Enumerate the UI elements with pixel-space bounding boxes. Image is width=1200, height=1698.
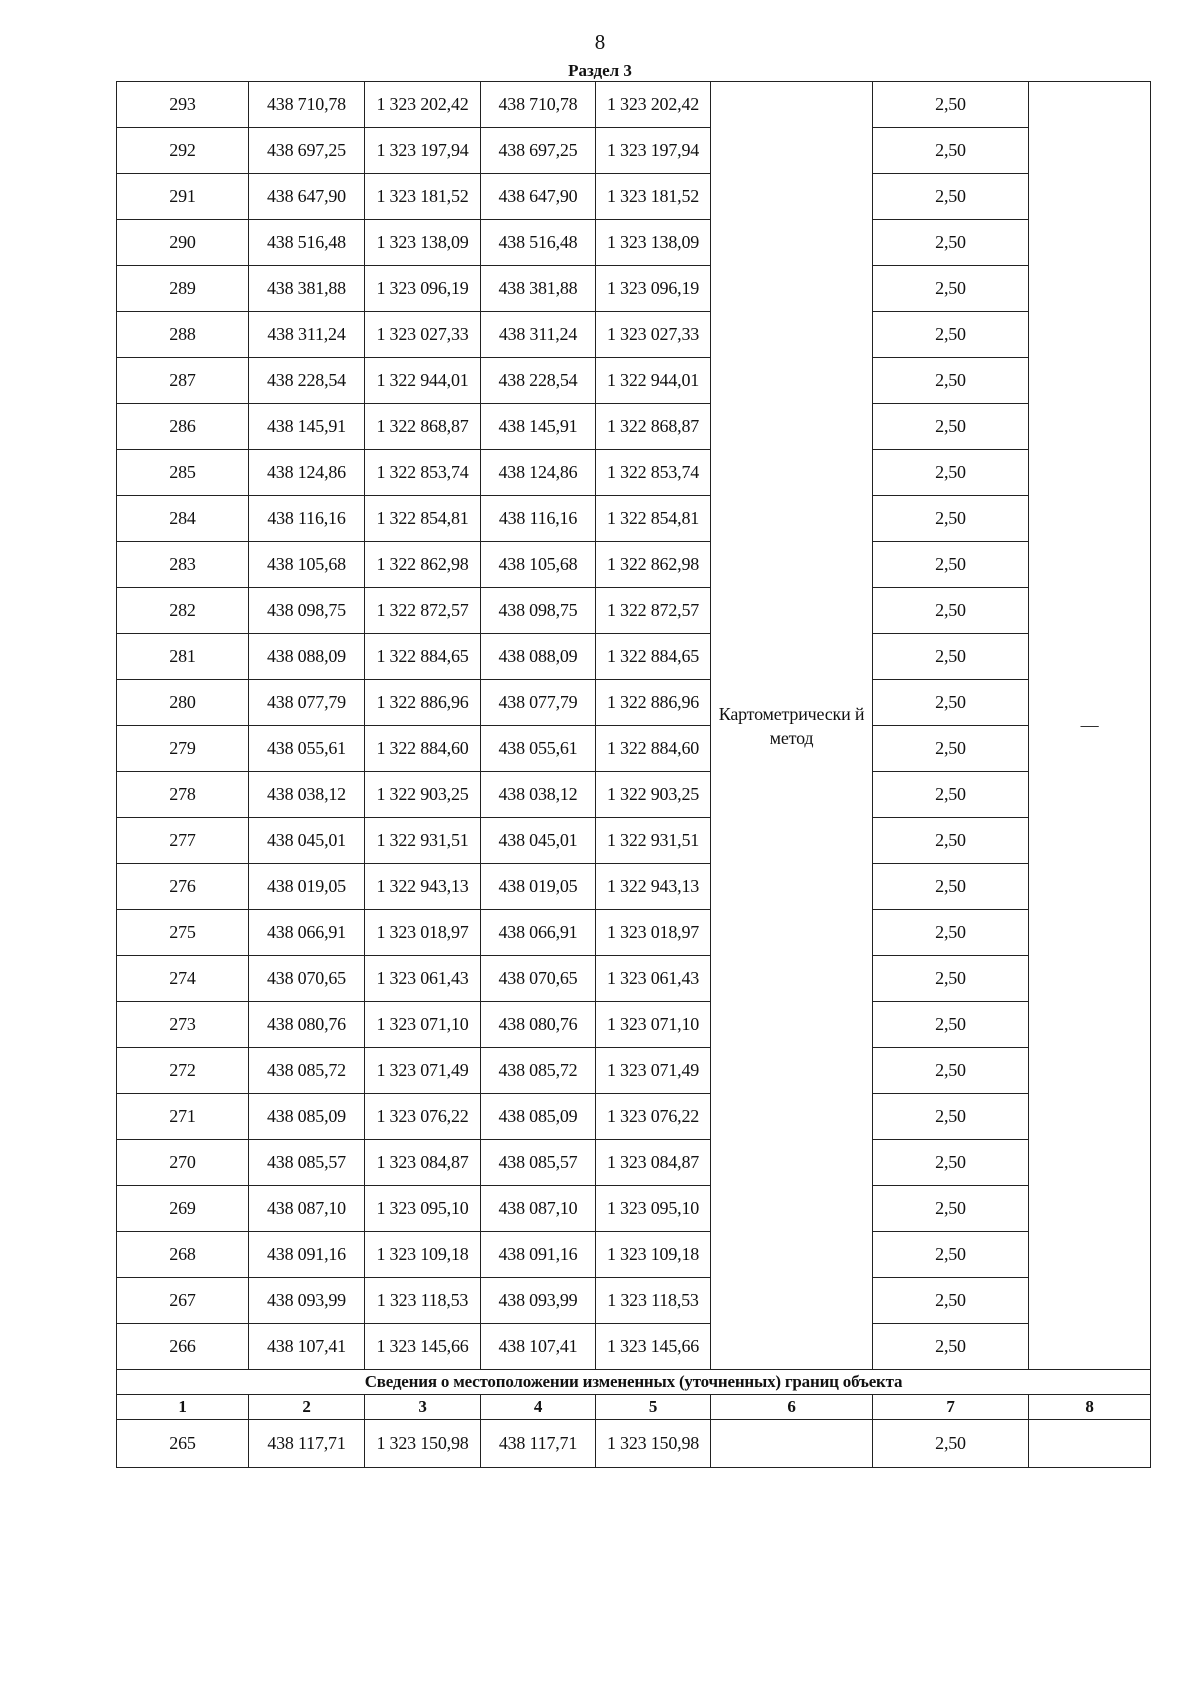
x-new-cell: 438 228,54 — [481, 358, 596, 404]
accuracy-cell: 2,50 — [873, 1048, 1029, 1094]
accuracy-cell: 2,50 — [873, 312, 1029, 358]
x-new-cell: 438 038,12 — [481, 772, 596, 818]
table-row — [117, 634, 1151, 680]
point-number-cell: 267 — [117, 1278, 249, 1324]
y-new-cell: 1 322 944,01 — [596, 358, 711, 404]
tail-cell: 265 — [117, 1420, 249, 1468]
table-row — [117, 220, 1151, 266]
table-row — [117, 358, 1151, 404]
y-existing-cell: 1 322 943,13 — [365, 864, 481, 910]
x-new-cell: 438 098,75 — [481, 588, 596, 634]
x-existing-cell: 438 145,91 — [249, 404, 365, 450]
x-new-cell: 438 070,65 — [481, 956, 596, 1002]
y-new-cell: 1 323 084,87 — [596, 1140, 711, 1186]
column-number-cell: 7 — [873, 1395, 1029, 1420]
accuracy-cell: 2,50 — [873, 726, 1029, 772]
y-existing-cell: 1 323 071,49 — [365, 1048, 481, 1094]
table-row — [117, 1324, 1151, 1370]
table-row — [117, 1140, 1151, 1186]
x-new-cell: 438 710,78 — [481, 82, 596, 128]
column-number-cell: 3 — [365, 1395, 481, 1420]
table-row — [117, 496, 1151, 542]
accuracy-cell: 2,50 — [873, 1002, 1029, 1048]
x-new-cell: 438 091,16 — [481, 1232, 596, 1278]
table-row — [117, 726, 1151, 772]
table-row — [117, 864, 1151, 910]
x-existing-cell: 438 124,86 — [249, 450, 365, 496]
subsection-row — [117, 1370, 1151, 1395]
accuracy-cell: 2,50 — [873, 266, 1029, 312]
point-number-cell: 269 — [117, 1186, 249, 1232]
x-existing-cell: 438 516,48 — [249, 220, 365, 266]
x-existing-cell: 438 088,09 — [249, 634, 365, 680]
x-new-cell: 438 066,91 — [481, 910, 596, 956]
table-row — [117, 82, 1151, 128]
accuracy-cell: 2,50 — [873, 404, 1029, 450]
point-number-cell: 291 — [117, 174, 249, 220]
y-new-cell: 1 323 118,53 — [596, 1278, 711, 1324]
y-new-cell: 1 322 853,74 — [596, 450, 711, 496]
x-existing-cell: 438 710,78 — [249, 82, 365, 128]
x-existing-cell: 438 055,61 — [249, 726, 365, 772]
column-number-cell: 6 — [711, 1395, 873, 1420]
x-new-cell: 438 381,88 — [481, 266, 596, 312]
y-existing-cell: 1 322 884,65 — [365, 634, 481, 680]
point-number-cell: 285 — [117, 450, 249, 496]
accuracy-cell: 2,50 — [873, 1232, 1029, 1278]
y-existing-cell: 1 322 862,98 — [365, 542, 481, 588]
column-number-cell: 2 — [249, 1395, 365, 1420]
table-row — [117, 450, 1151, 496]
table-row — [117, 1232, 1151, 1278]
x-existing-cell: 438 098,75 — [249, 588, 365, 634]
y-new-cell: 1 323 076,22 — [596, 1094, 711, 1140]
accuracy-cell: 2,50 — [873, 1324, 1029, 1370]
y-existing-cell: 1 323 118,53 — [365, 1278, 481, 1324]
table-row — [117, 404, 1151, 450]
point-number-cell: 280 — [117, 680, 249, 726]
x-existing-cell: 438 093,99 — [249, 1278, 365, 1324]
y-existing-cell: 1 323 018,97 — [365, 910, 481, 956]
y-existing-cell: 1 322 931,51 — [365, 818, 481, 864]
method-cell: Картометрически й метод — [711, 82, 873, 1370]
y-new-cell: 1 322 886,96 — [596, 680, 711, 726]
y-existing-cell: 1 323 109,18 — [365, 1232, 481, 1278]
point-number-cell: 281 — [117, 634, 249, 680]
x-existing-cell: 438 116,16 — [249, 496, 365, 542]
x-new-cell: 438 311,24 — [481, 312, 596, 358]
x-existing-cell: 438 080,76 — [249, 1002, 365, 1048]
x-existing-cell: 438 091,16 — [249, 1232, 365, 1278]
y-new-cell: 1 323 145,66 — [596, 1324, 711, 1370]
x-new-cell: 438 088,09 — [481, 634, 596, 680]
y-new-cell: 1 322 931,51 — [596, 818, 711, 864]
point-number-cell: 286 — [117, 404, 249, 450]
table-row — [117, 1186, 1151, 1232]
x-new-cell: 438 116,16 — [481, 496, 596, 542]
point-number-cell: 290 — [117, 220, 249, 266]
x-existing-cell: 438 038,12 — [249, 772, 365, 818]
accuracy-cell: 2,50 — [873, 680, 1029, 726]
y-new-cell: 1 322 903,25 — [596, 772, 711, 818]
point-number-cell: 275 — [117, 910, 249, 956]
table-row — [117, 266, 1151, 312]
x-existing-cell: 438 019,05 — [249, 864, 365, 910]
y-new-cell: 1 323 096,19 — [596, 266, 711, 312]
y-existing-cell: 1 323 197,94 — [365, 128, 481, 174]
x-existing-cell: 438 077,79 — [249, 680, 365, 726]
x-new-cell: 438 085,57 — [481, 1140, 596, 1186]
y-existing-cell: 1 323 061,43 — [365, 956, 481, 1002]
accuracy-cell: 2,50 — [873, 174, 1029, 220]
accuracy-cell: 2,50 — [873, 450, 1029, 496]
column-number-row — [117, 1395, 1151, 1420]
y-existing-cell: 1 322 886,96 — [365, 680, 481, 726]
point-number-cell: 266 — [117, 1324, 249, 1370]
accuracy-cell: 2,50 — [873, 1094, 1029, 1140]
x-existing-cell: 438 066,91 — [249, 910, 365, 956]
accuracy-cell: 2,50 — [873, 542, 1029, 588]
x-existing-cell: 438 085,09 — [249, 1094, 365, 1140]
y-existing-cell: 1 322 868,87 — [365, 404, 481, 450]
y-existing-cell: 1 323 071,10 — [365, 1002, 481, 1048]
tail-cell: 1 323 150,98 — [365, 1420, 481, 1468]
point-number-cell: 278 — [117, 772, 249, 818]
table-row — [117, 818, 1151, 864]
point-number-cell: 282 — [117, 588, 249, 634]
accuracy-cell: 2,50 — [873, 82, 1029, 128]
y-new-cell: 1 323 181,52 — [596, 174, 711, 220]
tail-cell: 1 323 150,98 — [596, 1420, 711, 1468]
y-existing-cell: 1 323 084,87 — [365, 1140, 481, 1186]
page-number: 8 — [594, 30, 606, 54]
point-number-cell: 270 — [117, 1140, 249, 1186]
x-existing-cell: 438 311,24 — [249, 312, 365, 358]
y-new-cell: 1 322 854,81 — [596, 496, 711, 542]
y-existing-cell: 1 323 138,09 — [365, 220, 481, 266]
table-row — [117, 1002, 1151, 1048]
y-existing-cell: 1 323 076,22 — [365, 1094, 481, 1140]
column-number-cell: 1 — [117, 1395, 249, 1420]
accuracy-cell: 2,50 — [873, 818, 1029, 864]
x-new-cell: 438 055,61 — [481, 726, 596, 772]
point-number-cell: 276 — [117, 864, 249, 910]
y-new-cell: 1 323 061,43 — [596, 956, 711, 1002]
table-row — [117, 680, 1151, 726]
subsection-title: Сведения о местоположении измененных (уточненных) границ объекта — [117, 1370, 1151, 1395]
table-row — [117, 1278, 1151, 1324]
accuracy-cell: 2,50 — [873, 864, 1029, 910]
x-existing-cell: 438 087,10 — [249, 1186, 365, 1232]
point-number-cell: 288 — [117, 312, 249, 358]
x-new-cell: 438 087,10 — [481, 1186, 596, 1232]
accuracy-cell: 2,50 — [873, 910, 1029, 956]
y-existing-cell: 1 322 903,25 — [365, 772, 481, 818]
x-existing-cell: 438 697,25 — [249, 128, 365, 174]
accuracy-cell: 2,50 — [873, 1186, 1029, 1232]
point-number-cell: 283 — [117, 542, 249, 588]
y-existing-cell: 1 323 096,19 — [365, 266, 481, 312]
accuracy-cell: 2,50 — [873, 1140, 1029, 1186]
tail-cell: 438 117,71 — [481, 1420, 596, 1468]
x-new-cell: 438 019,05 — [481, 864, 596, 910]
accuracy-cell: 2,50 — [873, 634, 1029, 680]
point-number-cell: 268 — [117, 1232, 249, 1278]
x-existing-cell: 438 085,57 — [249, 1140, 365, 1186]
point-number-cell: 292 — [117, 128, 249, 174]
y-new-cell: 1 323 138,09 — [596, 220, 711, 266]
tail-cell — [1029, 1420, 1151, 1468]
description-cell: — — [1029, 82, 1151, 1370]
point-number-cell: 274 — [117, 956, 249, 1002]
table-row — [117, 542, 1151, 588]
table-row — [117, 956, 1151, 1002]
x-new-cell: 438 093,99 — [481, 1278, 596, 1324]
y-existing-cell: 1 322 884,60 — [365, 726, 481, 772]
tail-cell: 2,50 — [873, 1420, 1029, 1468]
x-new-cell: 438 105,68 — [481, 542, 596, 588]
point-number-cell: 272 — [117, 1048, 249, 1094]
x-existing-cell: 438 085,72 — [249, 1048, 365, 1094]
point-number-cell: 287 — [117, 358, 249, 404]
x-existing-cell: 438 107,41 — [249, 1324, 365, 1370]
x-existing-cell: 438 228,54 — [249, 358, 365, 404]
table-row — [117, 312, 1151, 358]
y-new-cell: 1 323 071,10 — [596, 1002, 711, 1048]
x-new-cell: 438 045,01 — [481, 818, 596, 864]
y-existing-cell: 1 322 872,57 — [365, 588, 481, 634]
y-existing-cell: 1 323 027,33 — [365, 312, 481, 358]
point-number-cell: 271 — [117, 1094, 249, 1140]
table-row — [117, 1094, 1151, 1140]
x-existing-cell: 438 045,01 — [249, 818, 365, 864]
tail-cell — [711, 1420, 873, 1468]
x-new-cell: 438 145,91 — [481, 404, 596, 450]
y-new-cell: 1 323 071,49 — [596, 1048, 711, 1094]
table-row — [117, 174, 1151, 220]
x-new-cell: 438 080,76 — [481, 1002, 596, 1048]
x-new-cell: 438 697,25 — [481, 128, 596, 174]
table-row — [117, 128, 1151, 174]
y-new-cell: 1 322 862,98 — [596, 542, 711, 588]
accuracy-cell: 2,50 — [873, 588, 1029, 634]
x-new-cell: 438 516,48 — [481, 220, 596, 266]
y-new-cell: 1 322 872,57 — [596, 588, 711, 634]
x-new-cell: 438 085,09 — [481, 1094, 596, 1140]
column-number-cell: 8 — [1029, 1395, 1151, 1420]
x-existing-cell: 438 647,90 — [249, 174, 365, 220]
point-number-cell: 289 — [117, 266, 249, 312]
x-new-cell: 438 124,86 — [481, 450, 596, 496]
accuracy-cell: 2,50 — [873, 128, 1029, 174]
point-number-cell: 293 — [117, 82, 249, 128]
x-existing-cell: 438 105,68 — [249, 542, 365, 588]
y-existing-cell: 1 323 202,42 — [365, 82, 481, 128]
y-new-cell: 1 323 202,42 — [596, 82, 711, 128]
y-new-cell: 1 322 868,87 — [596, 404, 711, 450]
table-row — [117, 1048, 1151, 1094]
y-new-cell: 1 323 027,33 — [596, 312, 711, 358]
x-new-cell: 438 107,41 — [481, 1324, 596, 1370]
y-new-cell: 1 323 018,97 — [596, 910, 711, 956]
y-existing-cell: 1 323 145,66 — [365, 1324, 481, 1370]
y-new-cell: 1 322 884,65 — [596, 634, 711, 680]
accuracy-cell: 2,50 — [873, 1278, 1029, 1324]
accuracy-cell: 2,50 — [873, 220, 1029, 266]
y-existing-cell: 1 323 095,10 — [365, 1186, 481, 1232]
y-new-cell: 1 322 943,13 — [596, 864, 711, 910]
x-new-cell: 438 077,79 — [481, 680, 596, 726]
point-number-cell: 277 — [117, 818, 249, 864]
y-existing-cell: 1 322 854,81 — [365, 496, 481, 542]
accuracy-cell: 2,50 — [873, 772, 1029, 818]
table-row — [117, 588, 1151, 634]
tail-cell: 438 117,71 — [249, 1420, 365, 1468]
coordinates-table — [116, 81, 1151, 1468]
x-existing-cell: 438 381,88 — [249, 266, 365, 312]
y-new-cell: 1 323 095,10 — [596, 1186, 711, 1232]
x-new-cell: 438 085,72 — [481, 1048, 596, 1094]
table-row — [117, 1420, 1151, 1468]
column-number-cell: 5 — [596, 1395, 711, 1420]
point-number-cell: 279 — [117, 726, 249, 772]
x-existing-cell: 438 070,65 — [249, 956, 365, 1002]
accuracy-cell: 2,50 — [873, 358, 1029, 404]
y-existing-cell: 1 322 944,01 — [365, 358, 481, 404]
column-number-cell: 4 — [481, 1395, 596, 1420]
point-number-cell: 284 — [117, 496, 249, 542]
x-new-cell: 438 647,90 — [481, 174, 596, 220]
y-new-cell: 1 323 109,18 — [596, 1232, 711, 1278]
y-existing-cell: 1 323 181,52 — [365, 174, 481, 220]
section-title: Раздел 3 — [568, 61, 632, 80]
table-row — [117, 910, 1151, 956]
accuracy-cell: 2,50 — [873, 496, 1029, 542]
accuracy-cell: 2,50 — [873, 956, 1029, 1002]
y-new-cell: 1 323 197,94 — [596, 128, 711, 174]
y-new-cell: 1 322 884,60 — [596, 726, 711, 772]
table-row — [117, 772, 1151, 818]
point-number-cell: 273 — [117, 1002, 249, 1048]
y-existing-cell: 1 322 853,74 — [365, 450, 481, 496]
